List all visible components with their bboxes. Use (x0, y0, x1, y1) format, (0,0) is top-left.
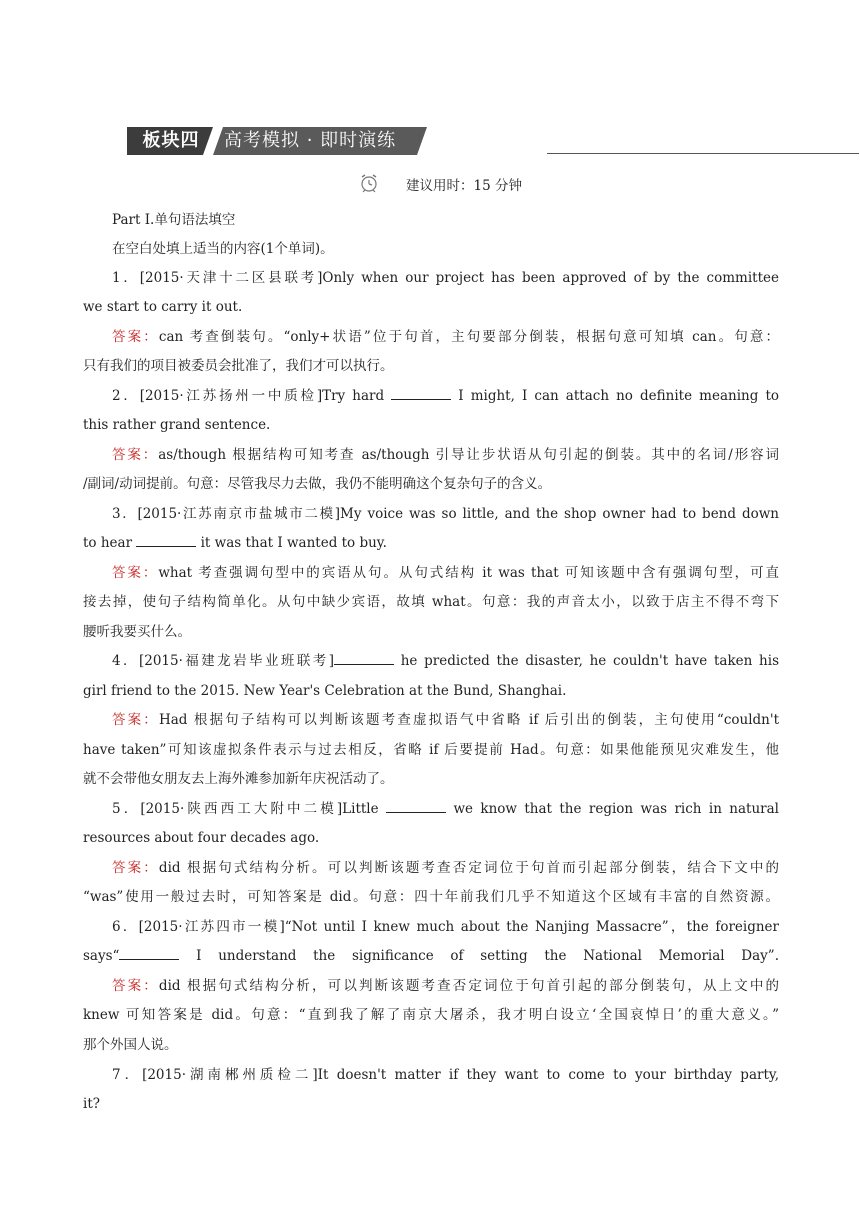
answer-5-line-1: 答案：did 根据句式结构分析。可以判断该题考查否定词位于句首而引起部分倒装，结合下文中的 (112, 860, 779, 876)
question-4-line-2: girl friend to the 2015. New Year's Celebration at the Bund, Shanghai. (83, 683, 567, 699)
answer-6-line-2: knew 可知答案是 did。句意：“直到我了解了南京大屠杀，我才明白设立‘全国哀悼日’的重大意义。” (83, 1007, 779, 1023)
answer-4-line-1: 答案：Had 根据句子结构可以判断该题考查虚拟语气中省略 if 后引出的倒装，主句使用“couldn't (112, 712, 780, 728)
part-instruction: 在空白处填上适当的内容(1个单词)。 (112, 241, 334, 257)
question-6-line-1: 6．[2015·江苏四市一模]“Not until I knew much about the Nanjing Massacre”，the foreigner (112, 919, 779, 935)
answer-label: 答案： (112, 447, 159, 463)
question-6-line-2: says“ I understand the significance of setting the National Memorial Day”. (83, 948, 779, 964)
answer-blank[interactable] (136, 534, 196, 547)
answer-1-line-1: 答案：can 考查倒装句。“only+状语”位于句首，主句要部分倒装，根据句意可知填 can。句意： (112, 329, 779, 345)
answer-blank[interactable] (386, 800, 446, 813)
answer-label: 答案： (112, 978, 159, 994)
answer-6-line-1: 答案：did 根据句式结构分析，可以判断该题考查否定词位于句首引起的部分倒装句，从上文中的 (112, 978, 779, 994)
answer-blank[interactable] (391, 387, 451, 400)
answer-1-line-2: 只有我们的项目被委员会批准了，我们才可以执行。 (83, 358, 394, 374)
part-title: Part Ⅰ.单句语法填空 (112, 212, 236, 228)
question-7-line-1: 7．[2015·湖南郴州质检二]It doesn't matter if they want to come to your birthday party, (112, 1067, 779, 1083)
question-5-line-1: 5．[2015·陕西西工大附中二模]Little we know that the region was rich in natural (112, 801, 779, 817)
section-banner (127, 127, 735, 157)
question-1-line-1: 1．[2015·天津十二区县联考]Only when our project has been approved of by the committee (112, 270, 779, 286)
banner-rule (547, 153, 859, 154)
banner-block-label: 板块四 (142, 130, 200, 151)
question-3-line-1: 3．[2015·江苏南京市盐城市二模]My voice was so little, and the shop owner had to bend down (112, 506, 779, 522)
answer-3-line-2: 接去掉，使句子结构简单化。从句中缺少宾语，故填 what。句意：我的声音太小，以致于店主不得不弯下 (83, 594, 779, 610)
answer-3-line-1: 答案：what 考查强调句型中的宾语从句。从句式结构 it was that 可知该题中含有强调句型，可直 (112, 565, 780, 581)
suggested-time-text: 建议用时：15 分钟 (406, 178, 522, 194)
answer-3-line-3: 腰听我要买什么。 (83, 624, 191, 640)
answer-2-line-1: 答案：as/though 根据结构可知考查 as/though 引导让步状语从句引起的倒装。其中的名词/形容词 (112, 447, 780, 463)
answer-4-line-2: have taken”可知该虚拟条件表示与过去相反，省略 if 后要提前 Had。句意：如果他能预见灾难发生，他 (83, 742, 779, 758)
alarm-clock-icon (358, 172, 380, 194)
answer-label: 答案： (112, 860, 159, 876)
answer-5-line-2: “was”使用一般过去时，可知答案是 did。句意：四十年前我们几乎不知道这个区域有丰富的自然资源。 (83, 889, 779, 905)
answer-label: 答案： (112, 329, 159, 345)
answer-blank[interactable] (334, 652, 394, 665)
question-4-line-1: 4．[2015·福建龙岩毕业班联考] he predicted the disaster, he couldn't have taken his (112, 653, 779, 669)
question-1-line-2: we start to carry it out. (83, 299, 243, 315)
banner-title: 高考模拟 · 即时演练 (224, 130, 397, 151)
question-3-line-2: to hear it was that I wanted to buy. (83, 535, 387, 551)
answer-label: 答案： (112, 712, 159, 728)
answer-4-line-3: 就不会带他女朋友去上海外滩参加新年庆祝活动了。 (83, 771, 394, 787)
question-7-line-2: it? (83, 1096, 100, 1112)
question-5-line-2: resources about four decades ago. (83, 830, 320, 846)
answer-6-line-3: 那个外国人说。 (83, 1037, 178, 1053)
question-2-line-1: 2．[2015·江苏扬州一中质检]Try hard I might, I can attach no definite meaning to (112, 388, 780, 404)
answer-label: 答案： (112, 565, 159, 581)
question-2-line-2: this rather grand sentence. (83, 417, 271, 433)
answer-blank[interactable] (119, 947, 179, 960)
answer-2-line-2: /副词/动词提前。句意：尽管我尽力去做，我仍不能明确这个复杂句子的含义。 (83, 476, 552, 492)
